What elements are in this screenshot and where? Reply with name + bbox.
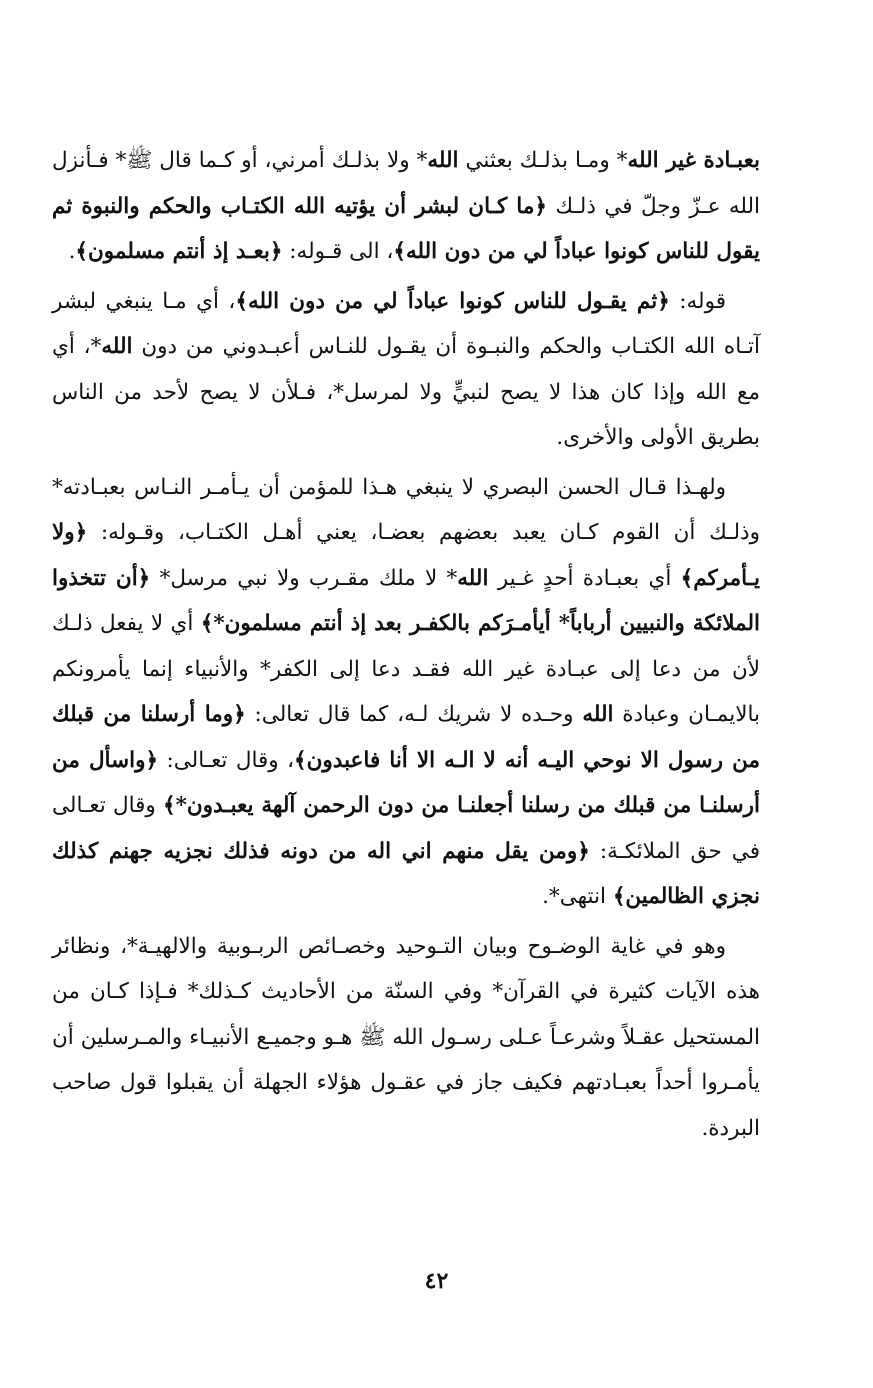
text-run: * ومـا بذلـك بعثني [458, 148, 628, 173]
bold-run: ﴿ثم يقـول للناس كونوا عباداً لي من دون الله﴾ [235, 288, 670, 314]
text-run: قوله: [669, 288, 726, 314]
text-run: أي بعبـادة أحدٍ غـير [488, 565, 681, 591]
text-run: وحـده لا شريك لـه، كما قال تعالى: [245, 702, 583, 727]
bold-run: ﴿ولا يـأمركم﴾ [52, 520, 760, 591]
bold-run: ﴿أن تتخذوا الملائكة والنبيين أرباباً* أيأمـرَكم بالكفـر بعد إذ أنتم مسلمون*﴾ [52, 565, 760, 636]
paragraph [52, 138, 760, 275]
bold-run: الله [101, 334, 133, 359]
text-run: وهو في غاية الوضـوح وبيان التـوحيد وخصـائص الربـوبية والالهيـة*، ونظائر هذه الآيات كثيرة في القرآن* وفي السنّة من الأحاديث كـذلك* فـإذا كـان من المستحيل عقـلاً وشرعـاً عـلى رسـول الله ﷺ هـو وجميـع الأنبيـاء والمـرسلين أن يأمـروا أحداً بعبـادتهم فكيف جاز في عقـول هؤلاء الجهلة أن يقبلوا قول صاحب البردة. [52, 933, 760, 1141]
bold-run: ﴿بعـد إذ أنتم مسلمون﴾ [75, 239, 283, 264]
text-run: * ولا بذلـك أمرني، أو كـما قال ﷺ* فـأنزل الله عـزّ وجلّ في ذلـك [52, 148, 761, 219]
bold-run: الله [457, 565, 489, 591]
bold-run: الله [427, 148, 459, 173]
paragraph [52, 465, 760, 920]
text-run: ولهـذا قـال الحسن البصري لا ينبغي هـذا للمؤمن أن يـأمـر النـاس بعبـادته* وذلـك أن القوم كـان يعبد بعضهم بعضـا، يعني أهـل الكتـاب، وقـوله: [52, 474, 760, 545]
text-run: أي لا يفعل ذلـك لأن من دعا إلى عبـادة غير الله فقـد دعا إلى الكفر* والأنبياء إنما يأمرونكم بالايمـان وعبادة [52, 611, 761, 727]
paragraph [52, 924, 760, 1152]
text-run: . [68, 239, 76, 264]
text-run: انتهى*. [542, 884, 613, 909]
bold-run: بعبـادة غير الله [627, 148, 761, 173]
bold-run: الله [582, 702, 614, 727]
page-text [52, 138, 760, 1151]
text-run: وقال تعـالى في حق الملائكـة: [52, 793, 760, 864]
text-run: * لا ملك مقـرب ولا نبي مرسل* [150, 565, 458, 591]
text-run: ، الى قـوله: [282, 239, 394, 264]
page-number: ٤٢ [424, 1268, 449, 1294]
bold-run: ﴿ما كـان لبشر أن يؤتيه الله الكتـاب والحكم والنبوة ثم يقول للناس كونوا عباداً لي من دون الله﴾ [52, 193, 760, 264]
text-run: ، أي مـا ينبغي لبشر آتـاه الله الكتـاب والحكم والنبـوة أن يقـول للنـاس أعبـدوني من دون [52, 288, 761, 359]
paragraph [52, 279, 760, 461]
bold-run: ﴿واسأل من أرسلنـا من قبلك من رسلنا أجعلنـا من دون الرحمن آلهة يعبـدون*﴾ [52, 747, 760, 818]
bold-run: ﴿وما أرسلنا من قبلك من رسول الا نوحي اليـه أنه لا الـه الا أنا فاعبدون﴾ [52, 702, 761, 773]
text-run: *، أي مع الله وإذا كان هذا لا يصح لنبيٍّ ولا لمرسل*، فـلأن لا يصح لأحد من الناس بطريق الأولى والأخرى. [52, 334, 760, 450]
text-run: ، وقال تعـالى: [158, 747, 295, 773]
bold-run: ﴿ومن يقل منهم اني اله من دونه فذلك نجزيه جهنم كذلك نجزي الظالمين﴾ [52, 838, 760, 909]
